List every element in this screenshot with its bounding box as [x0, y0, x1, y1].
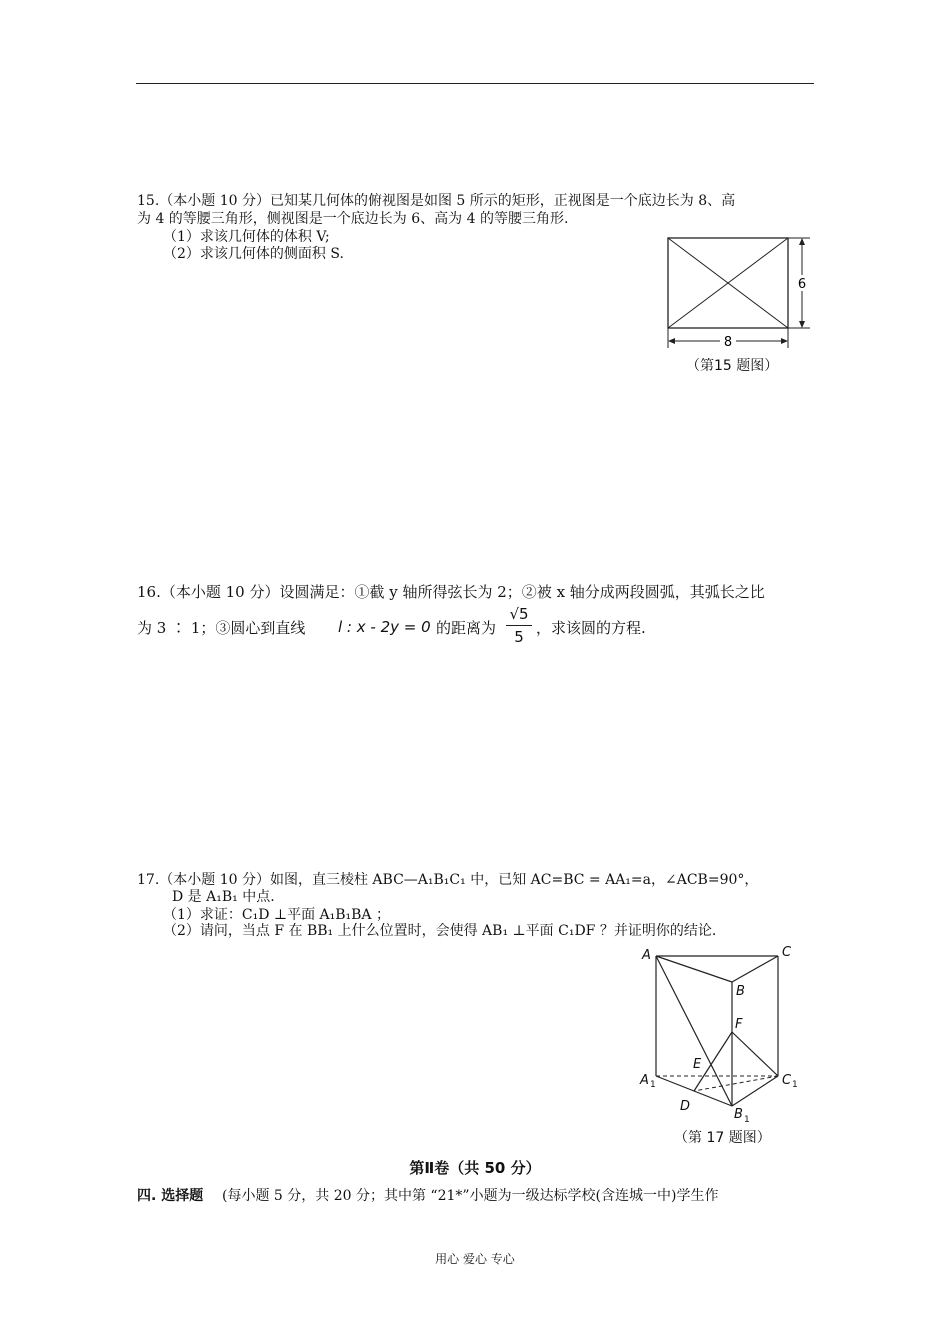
page-footer: 用心 爱心 专心: [435, 1252, 515, 1266]
height-label: 6: [797, 277, 807, 292]
label-F: F: [735, 1017, 743, 1032]
segment-FC1: [732, 1032, 778, 1076]
q15-sub2: （2）求该几何体的侧面积 S.: [163, 246, 344, 262]
label-B1: B: [734, 1107, 743, 1122]
q16-fraction: [506, 605, 532, 646]
q15-figure: [660, 232, 820, 352]
q16-line2-b: 的距离为: [436, 619, 497, 637]
label-B1-sub: 1: [744, 1115, 750, 1125]
q17-sub1: （1）求证：C₁D ⊥平面 A₁B₁BA ；: [163, 907, 390, 923]
q16-line2-a: 为 3 ∶ 1；③圆心到直线: [137, 619, 306, 637]
header-rule: [136, 83, 814, 84]
q17-prism-figure: [636, 940, 816, 1130]
width-label: 8: [723, 335, 733, 350]
fraction-numerator: √5: [509, 605, 529, 623]
section-four-heading: 四. 选择题: [137, 1188, 204, 1204]
section-title: 第Ⅱ卷（共 50 分）: [409, 1159, 541, 1177]
label-C1-sub: 1: [792, 1080, 798, 1090]
section-four-text: (每小题 5 分，共 20 分；其中第 “21*”小题为一级达标学校(含连城一中)学生作: [222, 1188, 719, 1204]
q17-line2: D 是 A₁B₁ 中点.: [172, 889, 275, 905]
q17-caption: （第 17 题图）: [674, 1130, 771, 1146]
q15-line1: 15.（本小题 10 分）已知某几何体的俯视图是如图 5 所示的矩形，正视图是一个底边长为 8、高: [137, 193, 736, 209]
segment-C1D-hidden: [694, 1076, 778, 1091]
q17-sub2: （2）请问，当点 F 在 BB₁ 上什么位置时，会使得 AB₁ ⊥平面 C₁DF ？并证明你的结论.: [163, 923, 717, 939]
label-C: C: [782, 945, 792, 960]
label-E: E: [693, 1057, 702, 1072]
label-B: B: [736, 984, 745, 999]
q15-caption: （第15 题图）: [686, 358, 779, 374]
q16-line2-c: ，求该圆的方程.: [536, 619, 646, 637]
label-D: D: [680, 1099, 691, 1114]
edge-BC: [732, 956, 778, 982]
label-A1-sub: 1: [650, 1080, 656, 1090]
fraction-bar: [506, 625, 532, 626]
fraction-denominator: 5: [514, 628, 524, 646]
label-A: A: [642, 948, 651, 963]
q15-sub1: （1）求该几何体的体积 V;: [163, 229, 330, 245]
q15-line2: 为 4 的等腰三角形，侧视图是一个底边长为 6、高为 4 的等腰三角形.: [137, 211, 569, 227]
label-C1: C: [782, 1073, 792, 1088]
q16-line-equation: l : x - 2y = 0: [338, 618, 431, 636]
q17-line1: 17.（本小题 10 分）如图，直三棱柱 ABC—A₁B₁C₁ 中，已知 AC=BC = AA₁=a，∠ACB=90°，: [137, 872, 759, 888]
q16-line1: 16.（本小题 10 分）设圆满足：①截 y 轴所得弦长为 2；②被 x 轴分成两段圆弧，其弧长之比: [137, 583, 765, 601]
label-A1: A: [640, 1073, 649, 1088]
